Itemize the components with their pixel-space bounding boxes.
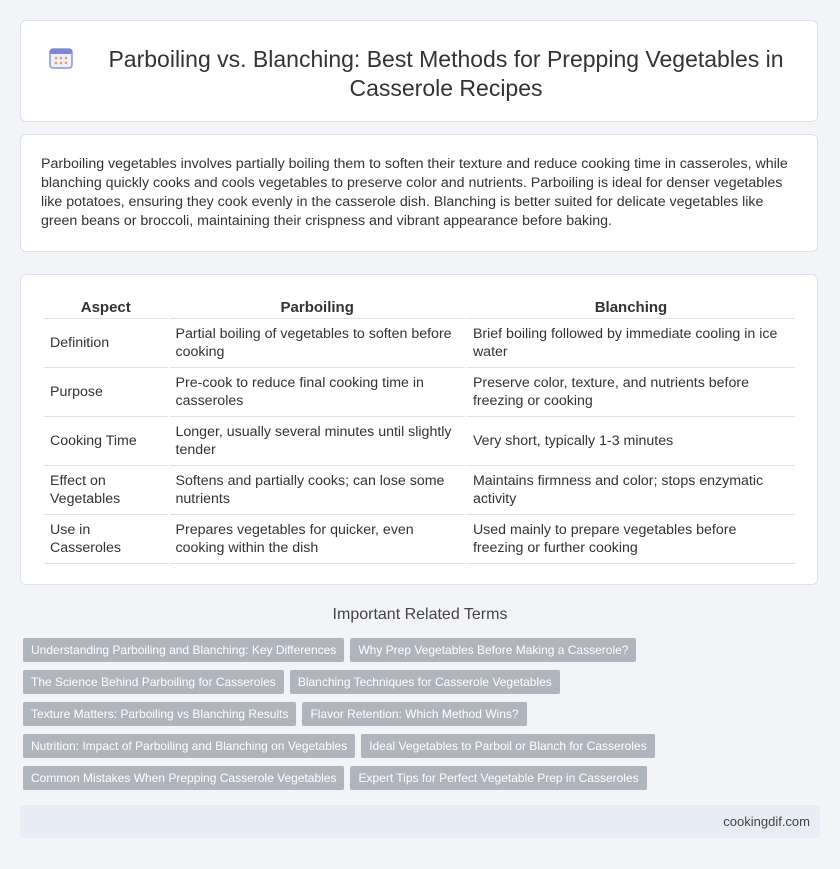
tag-row	[23, 766, 823, 798]
row-blanching: Very short, typically 1-3 minutes	[467, 417, 795, 466]
related-term-link[interactable]: Nutrition: Impact of Parboiling and Blanching on Vegetables	[23, 734, 355, 758]
related-term-link[interactable]: Why Prep Vegetables Before Making a Casserole?	[350, 638, 636, 662]
row-aspect: Use in Casseroles	[44, 515, 168, 564]
tag-row	[23, 638, 823, 670]
related-term-link[interactable]: The Science Behind Parboiling for Casseroles	[23, 670, 284, 694]
intro-paragraph: Parboiling vegetables involves partially boiling them to soften their texture and reduce cooking time in casseroles, while blanching quickly cooks and cools vegetables to preserve color and nutrients. Parboiling is ideal for denser vegetables like potatoes, ensuring they cook evenly in the casserole dish. Blanching is better suited for delicate vegetables like green beans or broccoli, maintaining their crispness and vibrant appearance before baking.	[41, 156, 788, 229]
tag-row	[23, 670, 823, 702]
related-term-link[interactable]: Understanding Parboiling and Blanching: Key Differences	[23, 638, 344, 662]
row-parboiling: Partial boiling of vegetables to soften before cooking	[170, 319, 465, 368]
row-blanching: Preserve color, texture, and nutrients before freezing or cooking	[467, 368, 795, 417]
table-row	[44, 466, 795, 515]
related-term-link[interactable]: Expert Tips for Perfect Vegetable Prep in Casseroles	[350, 766, 646, 790]
row-parboiling: Prepares vegetables for quicker, even cooking within the dish	[170, 515, 465, 564]
row-blanching: Maintains firmness and color; stops enzymatic activity	[467, 466, 795, 515]
row-aspect: Purpose	[44, 368, 168, 417]
row-parboiling: Longer, usually several minutes until slightly tender	[170, 417, 465, 466]
related-terms-list	[23, 638, 823, 798]
related-term-link[interactable]: Blanching Techniques for Casserole Vegetables	[290, 670, 560, 694]
header-aspect: Aspect	[44, 297, 168, 319]
row-aspect: Definition	[44, 319, 168, 368]
row-blanching: Used mainly to prepare vegetables before freezing or further cooking	[467, 515, 795, 564]
table-row	[44, 368, 795, 417]
table-row	[44, 417, 795, 466]
related-term-link[interactable]: Flavor Retention: Which Method Wins?	[302, 702, 526, 726]
row-aspect: Effect on Vegetables	[44, 466, 168, 515]
related-terms-title: Important Related Terms	[332, 606, 508, 623]
tag-row	[23, 734, 823, 766]
related-term-link[interactable]: Ideal Vegetables to Parboil or Blanch for Casseroles	[361, 734, 655, 758]
tag-row	[23, 702, 823, 734]
calendar-icon	[48, 46, 74, 70]
row-parboiling: Pre-cook to reduce final cooking time in casseroles	[170, 368, 465, 417]
page-title: Parboiling vs. Blanching: Best Methods for Prepping Vegetables in Casserole Recipes	[108, 46, 784, 101]
comparison-table	[42, 297, 797, 564]
row-blanching: Brief boiling followed by immediate cooling in ice water	[467, 319, 795, 368]
related-term-link[interactable]: Texture Matters: Parboiling vs Blanching Results	[23, 702, 296, 726]
table-row	[44, 515, 795, 564]
footer	[20, 805, 820, 838]
header-parboiling: Parboiling	[170, 297, 465, 319]
comparison-card	[20, 274, 818, 585]
table-row	[44, 319, 795, 368]
header-blanching: Blanching	[467, 297, 795, 319]
row-parboiling: Softens and partially cooks; can lose some nutrients	[170, 466, 465, 515]
title-card	[20, 20, 818, 122]
table-header-row	[44, 297, 795, 319]
footer-site-link[interactable]: cookingdif.com	[723, 814, 810, 829]
intro-card	[20, 134, 818, 252]
related-term-link[interactable]: Common Mistakes When Prepping Casserole Vegetables	[23, 766, 344, 790]
row-aspect: Cooking Time	[44, 417, 168, 466]
